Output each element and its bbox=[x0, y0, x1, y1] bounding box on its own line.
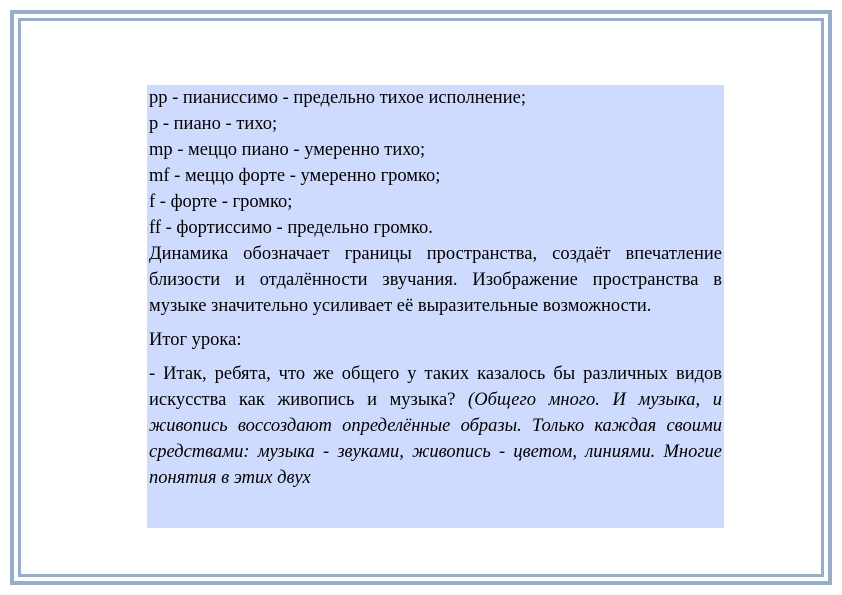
slide-text-box bbox=[147, 85, 724, 528]
dynamics-item-f: f - форте - громко; bbox=[149, 192, 293, 212]
dynamics-item-ff: ff - фортиссимо - предельно громко. bbox=[149, 218, 433, 238]
dynamics-paragraph: Динамика обозначает границы пространства, создаёт впечатление близости и отдалённости звучания. Изображение пространства в музыке значительно усиливает её выразительные возможности. bbox=[149, 244, 722, 316]
summary-question: - Итак, ребята, что же общего у таких казалось бы различных видов искусства как живопись и музыка? bbox=[149, 364, 722, 410]
dynamics-item-pp: pp - пианиссимо - предельно тихое исполнение; bbox=[149, 88, 526, 108]
summary-paragraph bbox=[149, 361, 722, 491]
dynamics-item-mp: mp - меццо пиано - умеренно тихо; bbox=[149, 140, 426, 160]
summary-answer: (Общего много. И музыка, и живопись воссоздают определённые образы. Только каждая своими средствами: музыка - звуками, живопись - цветом, линиями. Многие понятия в этих двух bbox=[149, 390, 722, 488]
dynamics-item-mf: mf - меццо форте - умеренно громко; bbox=[149, 166, 441, 186]
summary-heading: Итог урока: bbox=[149, 330, 242, 350]
dynamics-item-p: p - пиано - тихо; bbox=[149, 114, 278, 134]
